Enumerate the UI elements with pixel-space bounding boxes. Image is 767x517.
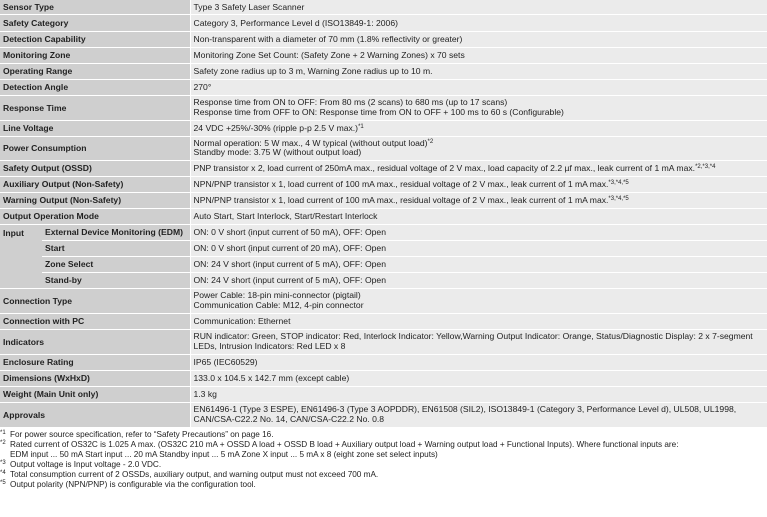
row-value	[190, 402, 767, 427]
row-value-line: RUN indicator: Green, STOP indicator: Red, Interlock Indicator: Yellow,Warning Output Indicator: Orange, Status/Diagnostic Display: 2 x 7-segment	[193, 331, 753, 342]
footnote-text: Output polarity (NPN/PNP) is configurable via the configuration tool.	[10, 479, 256, 489]
row-label: Weight (Main Unit only)	[0, 386, 190, 402]
footnote-text: Output voltage is Input voltage - 2.0 VDC.	[10, 459, 162, 469]
footnote-line: EDM input ... 50 mA Start input ... 20 mA Standby input ... 5 mA Zone X input ... 5 mA x 8 (eight zone set select inputs)	[10, 449, 438, 459]
row-value	[190, 288, 767, 313]
row-value	[190, 160, 767, 176]
table-row	[0, 329, 767, 354]
row-label: Monitoring Zone	[0, 47, 190, 63]
row-value: Communication: Ethernet	[190, 313, 767, 329]
row-value	[190, 120, 767, 136]
table-row	[0, 240, 767, 256]
row-label: Detection Capability	[0, 31, 190, 47]
footnote-number: *4	[0, 469, 6, 476]
footnote-number: *1	[0, 429, 6, 436]
row-value-line: CAN/CSA-C22.2 No. 14, CAN/CSA-C22.2 No. 0.8	[193, 413, 385, 424]
row-sublabel: Start	[42, 240, 190, 256]
footnote-number: *3	[0, 459, 6, 466]
row-label: Connection Type	[0, 288, 190, 313]
footnote-number: *5	[0, 479, 6, 486]
row-label: Line Voltage	[0, 120, 190, 136]
row-label: Connection with PC	[0, 313, 190, 329]
row-value: 133.0 x 104.5 x 142.7 mm (except cable)	[190, 370, 767, 386]
table-row	[0, 208, 767, 224]
row-value: Category 3, Performance Level d (ISO13849-1: 2006)	[190, 14, 767, 31]
footnotes	[0, 430, 767, 490]
table-row	[0, 224, 767, 240]
row-label: Safety Output (OSSD)	[0, 160, 190, 176]
row-label: Enclosure Rating	[0, 354, 190, 370]
table-row	[0, 313, 767, 329]
table-row	[0, 354, 767, 370]
table-row	[0, 79, 767, 95]
row-value	[190, 176, 767, 192]
row-label: Warning Output (Non-Safety)	[0, 192, 190, 208]
table-row	[0, 136, 767, 160]
row-label: Detection Angle	[0, 79, 190, 95]
footnote-ref: *3,*4,*5	[608, 196, 629, 202]
row-value: ON: 24 V short (input current of 5 mA), OFF: Open	[190, 272, 767, 288]
table-row	[0, 256, 767, 272]
footnote	[0, 480, 767, 490]
row-value	[190, 136, 767, 160]
row-value: Monitoring Zone Set Count: (Safety Zone + 2 Warning Zones) x 70 sets	[190, 47, 767, 63]
footnote-ref: *3,*4,*5	[608, 180, 629, 186]
footnote	[0, 470, 767, 480]
row-sublabel: External Device Monitoring (EDM)	[42, 224, 190, 240]
row-label: Sensor Type	[0, 0, 190, 14]
row-label: Indicators	[0, 329, 190, 354]
row-value-line: Response time from ON to OFF: From 80 ms (2 scans) to 680 ms (up to 17 scans)	[193, 97, 508, 108]
footnote-text: Total consumption current of 2 OSSDs, auxiliary output, and warning output must not exceed 700 mA.	[10, 469, 379, 479]
table-row	[0, 176, 767, 192]
footnote-ref: *1	[358, 124, 364, 130]
table-row	[0, 402, 767, 427]
row-value: 270°	[190, 79, 767, 95]
row-value: Non-transparent with a diameter of 70 mm (1.8% reflectivity or greater)	[190, 31, 767, 47]
table-row	[0, 272, 767, 288]
table-row	[0, 31, 767, 47]
footnote-line: Rated current of OS32C is 1.025 A max. (OS32C 210 mA + OSSD A load + OSSD B load + Auxiliary output load + Warning output load + Functional Inputs). Where functional inputs are:	[10, 439, 679, 449]
footnote-number: *2	[0, 439, 6, 446]
table-row	[0, 160, 767, 176]
row-label: Dimensions (WxHxD)	[0, 370, 190, 386]
row-sublabel: Stand-by	[42, 272, 190, 288]
table-row	[0, 63, 767, 79]
row-label: Response Time	[0, 95, 190, 120]
row-value	[190, 95, 767, 120]
row-value-text: NPN/PNP transistor x 1, load current of 100 mA max., residual voltage of 2 V max., leak current of 1 mA max.	[193, 179, 609, 189]
row-value	[190, 192, 767, 208]
row-value-text: Normal operation: 5 W max., 4 W typical (without output load)	[193, 137, 428, 148]
row-label: Output Operation Mode	[0, 208, 190, 224]
row-value: IP65 (IEC60529)	[190, 354, 767, 370]
row-label: Operating Range	[0, 63, 190, 79]
footnote-text: For power source specification, refer to “Safety Precautions” on page 16.	[10, 429, 274, 439]
row-value: Safety zone radius up to 3 m, Warning Zone radius up to 10 m.	[190, 63, 767, 79]
row-value-line: Response time from OFF to ON: Response time from ON to OFF + 100 ms to 60 s (Configurable)	[193, 106, 564, 117]
row-label: Safety Category	[0, 14, 190, 31]
footnote	[0, 440, 767, 460]
table-row	[0, 0, 767, 14]
table-row	[0, 120, 767, 136]
row-value: ON: 24 V short (input current of 5 mA), OFF: Open	[190, 256, 767, 272]
row-value	[190, 329, 767, 354]
row-label: Power Consumption	[0, 136, 190, 160]
row-value-line: Communication Cable: M12, 4-pin connector	[193, 299, 364, 310]
row-sublabel: Zone Select	[42, 256, 190, 272]
row-value-line: Standby mode: 3.75 W (without output load)	[193, 147, 362, 157]
footnote	[0, 430, 767, 440]
row-value: 1.3 kg	[190, 386, 767, 402]
footnote-ref: *2	[427, 138, 434, 145]
footnote	[0, 460, 767, 470]
row-value: Auto Start, Start Interlock, Start/Restart Interlock	[190, 208, 767, 224]
row-value-line: EN61496-1 (Type 3 ESPE), EN61496-3 (Type 3 AOPDDR), EN61508 (SIL2), ISO13849-1 (Category 3, Performance Level d), UL508, UL1998,	[193, 404, 737, 415]
row-label: Approvals	[0, 402, 190, 427]
table-row	[0, 288, 767, 313]
footnote-ref: *2,*3,*4	[695, 164, 716, 170]
row-value-text: 24 VDC +25%/-30% (ripple p-p 2.5 V max.)	[193, 123, 359, 133]
row-value-line: LEDs, Intrusion Indicators: Red LED x 8	[193, 340, 346, 351]
row-label: Auxiliary Output (Non-Safety)	[0, 176, 190, 192]
table-row	[0, 370, 767, 386]
row-value: Type 3 Safety Laser Scanner	[190, 0, 767, 14]
row-value-line: Power Cable: 18-pin mini-connector (pigtail)	[193, 290, 361, 301]
row-value-text: NPN/PNP transistor x 1, load current of 100 mA max., residual voltage of 2 V max., leak current of 1 mA max.	[193, 195, 609, 205]
row-value-text: PNP transistor x 2, load current of 250mA max., residual voltage of 2 V max., load capacity of 2.2 µf max., leak current of 1 mA max.	[193, 163, 696, 173]
table-row	[0, 192, 767, 208]
table-row	[0, 14, 767, 31]
row-value: ON: 0 V short (input current of 50 mA), OFF: Open	[190, 224, 767, 240]
table-row	[0, 95, 767, 120]
input-group-label: Input	[0, 224, 42, 288]
row-value: ON: 0 V short (input current of 20 mA), OFF: Open	[190, 240, 767, 256]
table-row	[0, 386, 767, 402]
table-row	[0, 47, 767, 63]
footnote-text	[10, 440, 678, 460]
